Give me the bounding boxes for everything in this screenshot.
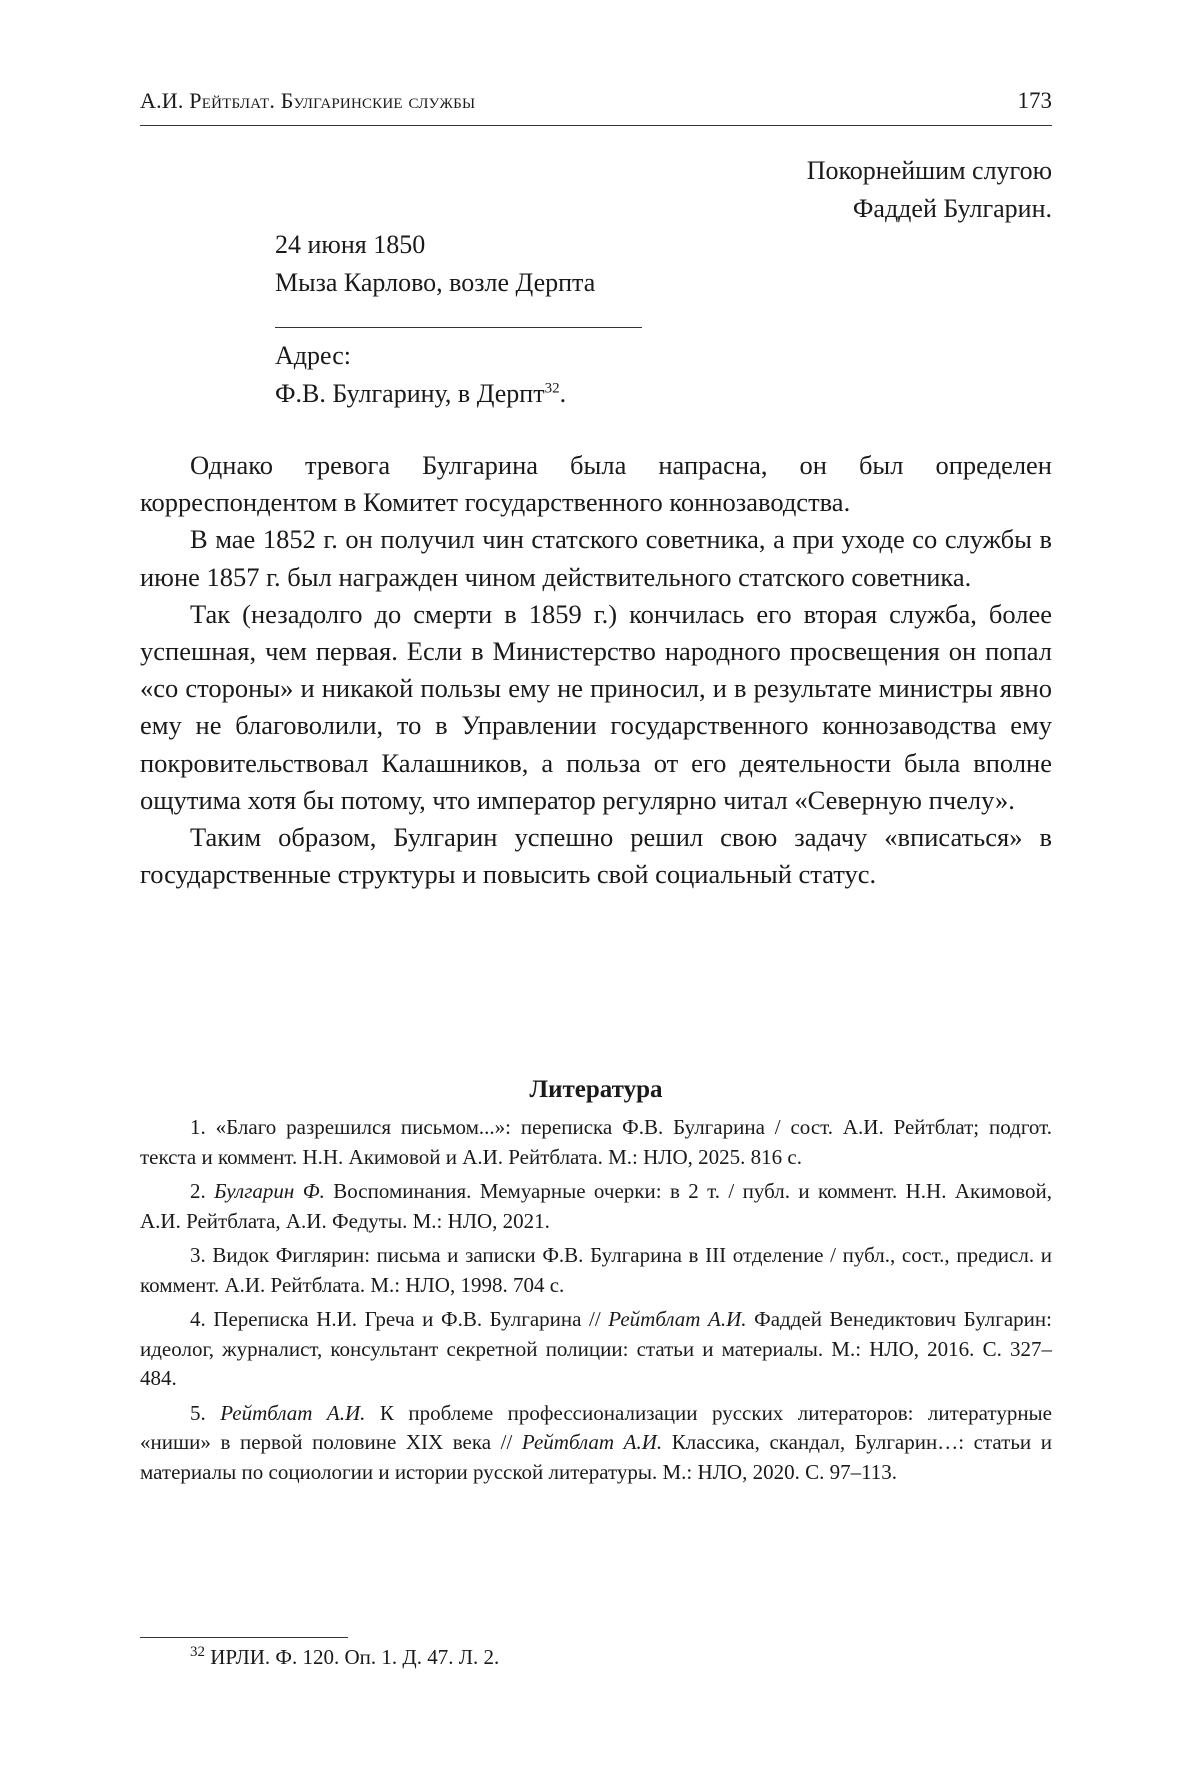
literature-heading: Литература xyxy=(529,1076,663,1103)
paragraph: В мае 1852 г. он получил чин статского советника, а при уходе со службы в июне 1857 г. был награжден чином действительного статского советника. xyxy=(140,524,1052,592)
lit-author: Булгарин Ф. xyxy=(214,1179,325,1203)
lit-text: Классика, скандал, Булгарин…: статьи и материалы по социологии и истории русской литературы. М.: НЛО, 2020. С. 97–113. xyxy=(140,1430,1052,1484)
page-number: 173 xyxy=(1017,88,1052,113)
running-title: А.И. Рейтблат. Булгаринские службы xyxy=(140,88,476,113)
address-line xyxy=(275,375,566,413)
literature-item xyxy=(140,1241,1052,1300)
footnote-text: ИРЛИ. Ф. 120. Оп. 1. Д. 47. Л. 2. xyxy=(210,1645,500,1669)
lit-text: 4. Переписка Н.И. Греча и Ф.В. Булгарина // xyxy=(190,1307,609,1331)
footnote-rule xyxy=(140,1637,348,1638)
lit-author: Рейтблат А.И. xyxy=(521,1430,663,1454)
signature-line: Фаддей Булгарин. xyxy=(852,194,1052,223)
lit-text: Фаддей Венедиктович Булгарин: идеолог, журналист, консультант секретной полиции: статьи и материалы. М.: НЛО, 2016. С. 327–484. xyxy=(140,1307,1052,1390)
body-text xyxy=(140,447,1052,893)
letter-date-place xyxy=(275,226,595,302)
letter-place: Мыза Карлово, возле Дерпта xyxy=(275,268,596,297)
literature-item xyxy=(140,1305,1052,1394)
lit-text: 5. xyxy=(190,1400,221,1425)
closing-line: Покорнейшим слугою xyxy=(806,156,1052,185)
literature-item xyxy=(140,1113,1052,1172)
lit-author: Рейтблат А.И. xyxy=(608,1307,747,1331)
literature-item xyxy=(140,1399,1052,1488)
footnote-number: 32 xyxy=(190,1644,205,1660)
paragraph: Однако тревога Булгарина была напрасна, он был определен корреспондентом в Комитет государственного коннозаводства. xyxy=(140,450,1052,518)
paragraph: Так (незадолго до смерти в 1859 г.) кончилась его вторая служба, более успешная, чем первая. Если в Министерство народного просвещения он попал «со стороны» и никакой пользы ему не приносил, и в результате министры явно ему не благоволили, то в Управлении государственного коннозаводства ему покровительствовал Калашников, а польза от его деятельности была вполне ощутима хотя бы потому, что император регулярно читал «Северную пчелу». xyxy=(140,598,1052,815)
letter-closing xyxy=(807,152,1052,228)
lit-text: 1. «Благо разрешился письмом...»: переписка Ф.В. Булгарина / сост. А.И. Рейтблат; подгот. текста и коммент. Н.Н. Акимовой и А.И. Рейтблата. М.: НЛО, 2025. 816 с. xyxy=(140,1115,1052,1169)
literature-list xyxy=(140,1113,1052,1492)
lit-text: Воспоминания. Мемуарные очерки: в 2 т. / публ. и коммент. Н.Н. Акимовой, А.И. Рейтблата, А.И. Федуты. М.: НЛО, 2021. xyxy=(140,1179,1053,1233)
lit-text: К проблеме профессионализации русских литераторов: литературные «ниши» в первой половине XIX века // xyxy=(140,1400,1052,1454)
footnote xyxy=(190,1642,499,1672)
letter-date: 24 июня 1850 xyxy=(275,230,426,259)
literature-item xyxy=(140,1177,1052,1236)
lit-author: Рейтблат А.И. xyxy=(220,1400,366,1425)
paragraph: Таким образом, Булгарин успешно решил свою задачу «вписаться» в государственные структуры и повысить свой социальный статус. xyxy=(140,822,1052,890)
address-text: Ф.В. Булгарину, в Дерпт xyxy=(275,379,545,408)
letter-address xyxy=(275,337,566,413)
footnote-ref[interactable]: 32 xyxy=(544,380,560,397)
book-page xyxy=(140,0,1052,1780)
address-end: . xyxy=(559,379,567,408)
running-header xyxy=(140,88,1052,114)
lit-text: 2. xyxy=(190,1179,215,1203)
address-label: Адрес: xyxy=(275,341,351,370)
header-rule xyxy=(140,125,1052,126)
lit-text: 3. Видок Фиглярин: письма и записки Ф.В. Булгарина в III отделение / публ., сост., предисл. и коммент. А.И. Рейтблата. М.: НЛО, 1998. 704 с. xyxy=(140,1243,1052,1297)
address-divider xyxy=(275,327,642,328)
